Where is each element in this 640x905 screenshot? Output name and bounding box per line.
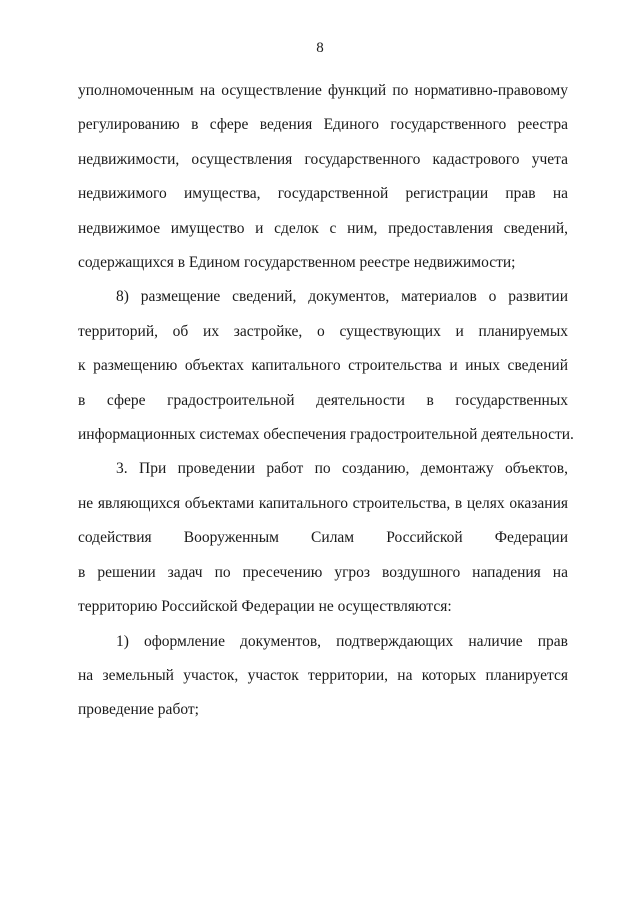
text-line: недвижимого имущества, государственной регистрации прав на: [78, 185, 568, 203]
text-line: содействия Вооруженным Силам Российской Федерации: [78, 529, 568, 547]
document-body: [78, 74, 574, 728]
text-line: проведение работ;: [78, 701, 199, 719]
page-number: 8: [316, 40, 324, 56]
text-line: не являющихся объектами капитального строительства, в целях оказания: [78, 494, 568, 512]
text-line: 3. При проведении работ по созданию, демонтажу объектов,: [116, 460, 568, 478]
text-line: 8) размещение сведений, документов, материалов о развитии: [116, 288, 568, 306]
text-line: уполномоченным на осуществление функций по нормативно-правовому: [78, 82, 568, 99]
text-line: на земельный участок, участок территории, на которых планируется: [78, 666, 568, 684]
paragraph-item-8: [78, 280, 574, 452]
text-line: к размещению объектах капитального строительства и иных сведений: [78, 357, 568, 375]
paragraph-clause-3: [78, 452, 568, 624]
text-line: недвижимое имущество и сделок с ним, предоставления сведений,: [78, 219, 568, 237]
text-line: территорию Российской Федерации не осуществляются:: [78, 598, 452, 616]
text-line: в решении задач по пресечению угроз воздушного нападения на: [78, 563, 568, 581]
text-line: в сфере градостроительной деятельности в государственных: [78, 391, 568, 409]
text-line: содержащихся в Едином государственном реестре недвижимости;: [78, 254, 516, 272]
paragraph-item-1: [78, 625, 568, 728]
text-line: регулированию в сфере ведения Единого государственного реестра: [78, 116, 568, 134]
text-line: недвижимости, осуществления государственного кадастрового учета: [78, 150, 568, 168]
text-line: 1) оформление документов, подтверждающих наличие прав: [116, 632, 568, 650]
text-line: территорий, об их застройке, о существующих и планируемых: [78, 322, 568, 340]
text-line: информационных системах обеспечения градостроительной деятельности.: [78, 426, 574, 444]
paragraph-continuation: [78, 74, 568, 280]
